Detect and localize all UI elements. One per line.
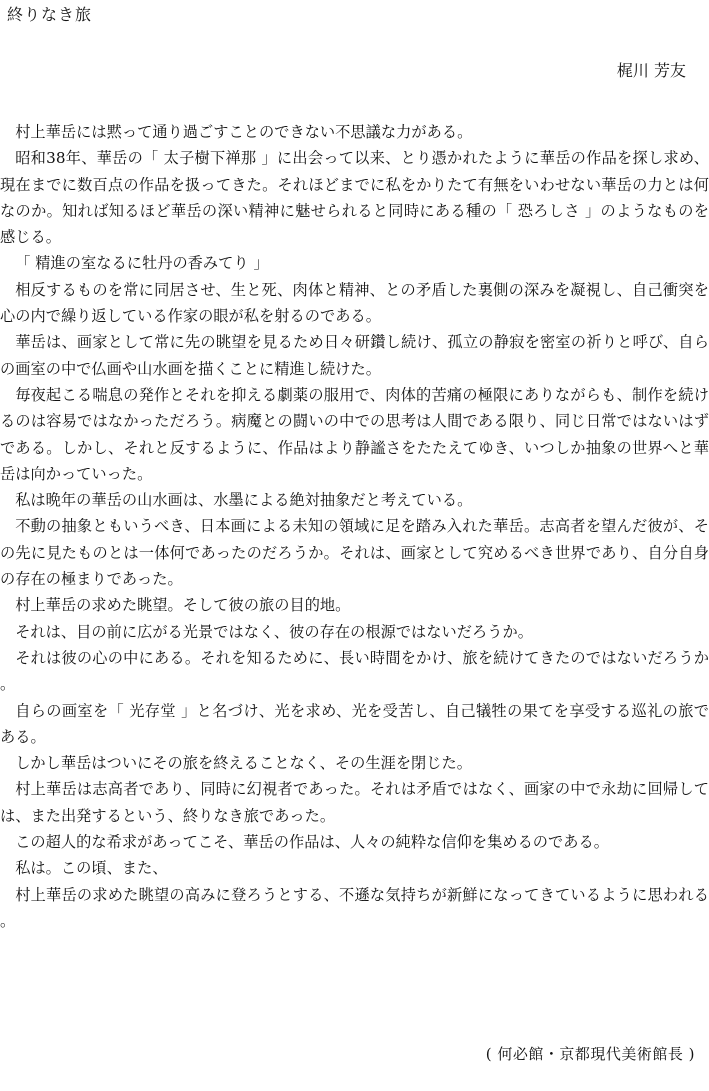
document-title: 終りなき旅 <box>7 5 93 24</box>
paragraph-2: 昭和38年、華岳の「 太子樹下禅那 」に出会って以来、とり憑かれたように華岳の作品を探し求め、現在までに数百点の作品を扱ってきた。それほどまでに私をかりたて有無をいわせない華岳の力とは何なのか。知れば知るほど華岳の深い精神に魅せられると同時にある種の「 恐ろしさ 」のようなものを感じる。 <box>0 149 709 247</box>
paragraph-4: 相反するものを常に同居させ、生と死、肉体と精神、との矛盾した裏側の深みを凝視し、自己衝突を心の内で繰り返している作家の眼が私を射るのである。 <box>0 280 709 326</box>
paragraph-9: 村上華岳の求めた眺望。そして彼の旅の目的地。 <box>15 596 351 615</box>
paragraph-11: それは彼の心の中にある。それを知るために、長い時間をかけ、旅を続けてきたのではないだろうか。 <box>0 648 709 694</box>
paragraph-7: 私は晩年の華岳の山水画は、水墨による絶対抽象だと考えている。 <box>15 491 473 510</box>
paragraph-8: 不動の抽象ともいうべき、日本画による未知の領域に足を踏み入れた華岳。志高者を望んだ彼が、その先に見たものとは一体何であったのだろうか。それは、画家として究めるべき世界であり、自分自身の存在の極まりであった。 <box>0 517 709 589</box>
paragraph-3-quote: 「 精進の室なるに牡丹の香みてり 」 <box>15 254 269 273</box>
paragraph-12: 自らの画室を「 光存堂 」と名づけ、光を求め、光を受苦し、自己犠牲の果てを享受する巡礼の旅である。 <box>0 701 709 746</box>
paragraph-13: しかし華岳はついにその旅を終えることなく、その生涯を閉じた。 <box>15 754 473 773</box>
paragraph-10: それは、目の前に広がる光景ではなく、彼の存在の根源ではないだろうか。 <box>15 622 533 641</box>
author-credit: ( 何必館・京都現代美術館長 ) <box>485 1045 695 1063</box>
author-name: 梶川 芳友 <box>616 61 686 80</box>
paragraph-16: 私は。この頃、また、 <box>15 859 168 878</box>
paragraph-14: 村上華岳は志高者であり、同時に幻視者であった。それは矛盾ではなく、画家の中で永劫に回帰しては、また出発するという、終りなき旅であった。 <box>0 780 709 825</box>
essay-body <box>0 119 709 934</box>
paragraph-5: 華岳は、画家として常に先の眺望を見るため日々研鑽し続け、孤立の静寂を密室の祈りと呼び、自らの画室の中で仏画や山水画を描くことに精進し続けた。 <box>0 333 709 378</box>
paragraph-17: 村上華岳の求めた眺望の高みに登ろうとする、不遜な気持ちが新鮮になってきているように思われる。 <box>0 885 709 930</box>
paragraph-15: この超人的な希求があってこそ、華岳の作品は、人々の純粋な信仰を集めるのである。 <box>15 833 609 852</box>
paragraph-6: 毎夜起こる喘息の発作とそれを抑える劇薬の服用で、肉体的苦痛の極限にありながらも、制作を続けるのは容易ではなかっただろう。病魔との闘いの中での思考は人間である限り、同じ日常ではないはずである。しかし、それと反するように、作品はより静謐さをたたえてゆき、いつしか抽象の世界へと華岳は向かっていった。 <box>0 385 709 483</box>
paragraph-1: 村上華岳には黙って通り過ごすことのできない不思議な力がある。 <box>15 123 473 141</box>
